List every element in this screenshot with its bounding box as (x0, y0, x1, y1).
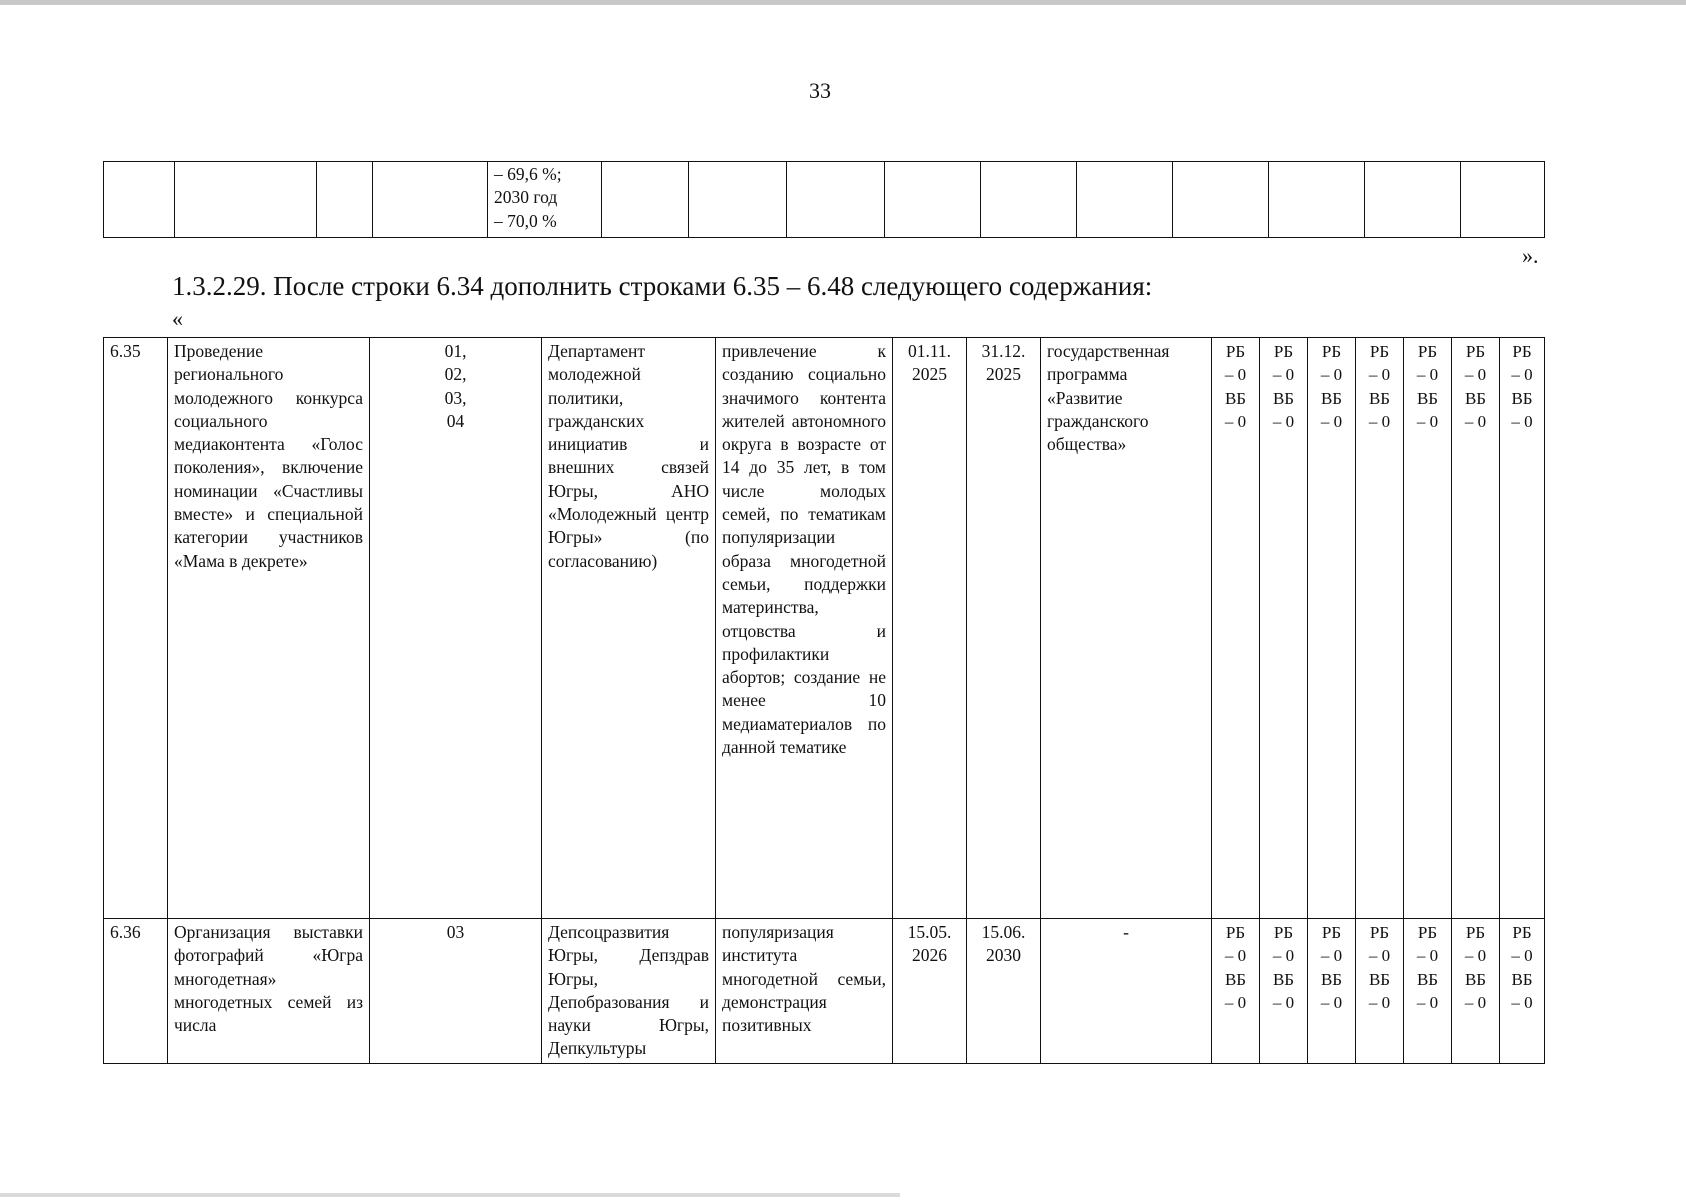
table-cell (689, 162, 787, 238)
fin-line: – 0 (1368, 365, 1391, 385)
measure-name: Организация выставки фотографий «Югра многодетная» многодетных семей из числа (168, 919, 370, 1064)
text-line: – 70,0 % (494, 210, 557, 231)
fin-line: ВБ (1368, 969, 1391, 989)
fin-line: – 0 (1511, 365, 1533, 385)
fin-line: РБ (1225, 342, 1246, 361)
fin-line: – 0 (1511, 946, 1533, 966)
finance-cell (1308, 338, 1356, 919)
scan-edge-top (0, 0, 1686, 5)
code-line: 01, (444, 341, 467, 361)
finance-cell (1404, 919, 1452, 1064)
fin-line: РБ (1273, 342, 1294, 361)
finance-cell (1356, 919, 1404, 1064)
finance-cell (1452, 919, 1500, 1064)
text-line: – 69,6 %; (494, 164, 562, 184)
fin-line: РБ (1369, 342, 1390, 361)
fin-line: РБ (1465, 342, 1486, 361)
fin-line: – 0 (1368, 992, 1391, 1012)
table-cell (981, 162, 1077, 238)
finance-cell (1212, 919, 1260, 1064)
row-number: 6.36 (104, 919, 168, 1064)
fin-line: ВБ (1368, 388, 1391, 408)
fin-line: – 0 (1368, 411, 1391, 431)
program: государственная программа «Развитие гражданского общества» (1041, 338, 1212, 919)
finance-cell (1308, 919, 1356, 1064)
table-cell (1461, 162, 1545, 238)
fin-line: РБ (1369, 923, 1390, 942)
table-cell (602, 162, 689, 238)
program: - (1041, 919, 1212, 1064)
code-line: 03, (444, 387, 467, 408)
measure-name: Проведение регионального молодежного конкурса социального медиаконтента «Голос поколения», включение номинации «Счастливы вместе» и специальной категории участников «Мама в декрете» (168, 338, 370, 919)
fin-line: ВБ (1272, 388, 1295, 408)
fin-line: ВБ (1272, 969, 1295, 989)
fin-line: – 0 (1416, 365, 1439, 385)
table-cell (885, 162, 981, 238)
executor: Депсоцразвития Югры, Депздрав Югры, Депобразования и науки Югры, Депкультуры (542, 919, 716, 1064)
fin-line: – 0 (1320, 411, 1343, 431)
fin-line: – 0 (1416, 992, 1439, 1012)
finance-cell (1260, 338, 1308, 919)
fin-line: – 0 (1224, 411, 1247, 431)
fin-line: РБ (1465, 923, 1486, 942)
table-cell (104, 162, 175, 238)
fin-line: ВБ (1224, 969, 1247, 989)
finance-cell (1452, 338, 1500, 919)
row-number: 6.35 (104, 338, 168, 919)
closing-quote: ». (1522, 243, 1539, 268)
finance-cell (1404, 338, 1452, 919)
fin-line: РБ (1321, 923, 1342, 942)
opening-quote: « (172, 306, 183, 331)
fin-line: РБ (1321, 342, 1342, 361)
fin-line: – 0 (1272, 946, 1295, 966)
finance-cell (1500, 919, 1545, 1064)
fin-line: ВБ (1320, 969, 1343, 989)
table-cell (1269, 162, 1365, 238)
continuation-table (103, 161, 1545, 238)
executor: Департамент молодежной политики, гражданских инициатив и внешних связей Югры, АНО «Молодежный центр Югры» (по согласованию) (542, 338, 716, 919)
finance-cell (1356, 338, 1404, 919)
end-date (967, 919, 1041, 1064)
fin-line: – 0 (1511, 992, 1533, 1012)
fin-line: РБ (1512, 923, 1532, 942)
start-date (893, 338, 967, 919)
fin-line: – 0 (1320, 946, 1343, 966)
fin-line: – 0 (1416, 946, 1439, 966)
table-cell (1173, 162, 1269, 238)
table-cell (787, 162, 885, 238)
instruction-heading: 1.3.2.29. После строки 6.34 дополнить строками 6.35 – 6.48 следующего содержания: (172, 271, 1153, 301)
scan-edge-bottom (0, 1193, 900, 1197)
table-cell (373, 162, 488, 238)
date-line: 15.05. (907, 922, 952, 942)
code-line: 03 (446, 922, 465, 942)
fin-line: – 0 (1320, 992, 1343, 1012)
fin-line: – 0 (1511, 411, 1533, 431)
date-line: 2025 (986, 364, 1021, 385)
fin-line: – 0 (1224, 946, 1247, 966)
table-cell (175, 162, 317, 238)
expected-result: привлечение к созданию социально значимого контента жителей автономного округа в возрасте от 14 до 35 лет, в том числе молодых семей, по тематикам популяризации образа многодетной семьи, поддержки материнства, отцовства и профилактики абортов; создание не менее 10 медиаматериалов по данной тематике (716, 338, 893, 919)
end-date (967, 338, 1041, 919)
date-line: 2026 (912, 945, 947, 966)
finance-cell (1260, 919, 1308, 1064)
fin-line: – 0 (1320, 365, 1343, 385)
code-line: 02, (444, 364, 467, 385)
fin-line: – 0 (1224, 365, 1247, 385)
table-row (104, 919, 1545, 1064)
table-cell (1077, 162, 1173, 238)
fin-line: – 0 (1272, 992, 1295, 1012)
fin-line: – 0 (1464, 365, 1487, 385)
finance-cell (1212, 338, 1260, 919)
date-line: 2030 (986, 945, 1021, 966)
fin-line: РБ (1417, 342, 1438, 361)
table-cell (317, 162, 373, 238)
date-line: 01.11. (907, 341, 952, 361)
fin-line: ВБ (1416, 388, 1439, 408)
fin-line: ВБ (1224, 388, 1247, 408)
finance-cell (1500, 338, 1545, 919)
fin-line: – 0 (1464, 992, 1487, 1012)
fin-line: – 0 (1464, 411, 1487, 431)
date-line: 31.12. (981, 341, 1026, 361)
fin-line: – 0 (1272, 365, 1295, 385)
table-cell (1365, 162, 1461, 238)
start-date (893, 919, 967, 1064)
fin-line: ВБ (1416, 969, 1439, 989)
fin-line: РБ (1225, 923, 1246, 942)
fin-line: РБ (1512, 342, 1532, 361)
fin-line: ВБ (1464, 969, 1487, 989)
fin-line: – 0 (1464, 946, 1487, 966)
fin-line: ВБ (1511, 388, 1533, 408)
codes-cell (370, 338, 542, 919)
table-row (104, 338, 1545, 919)
fin-line: – 0 (1272, 411, 1295, 431)
text-line: 2030 год (494, 187, 558, 208)
fin-line: РБ (1417, 923, 1438, 942)
date-line: 15.06. (981, 922, 1026, 942)
fin-line: – 0 (1368, 946, 1391, 966)
indicator-values-cell (488, 162, 602, 238)
fin-line: РБ (1273, 923, 1294, 942)
code-line: 04 (446, 410, 465, 431)
fin-line: ВБ (1320, 388, 1343, 408)
fin-line: ВБ (1511, 969, 1533, 989)
page-number: 33 (809, 78, 831, 103)
fin-line: – 0 (1416, 411, 1439, 431)
fin-line: – 0 (1224, 992, 1247, 1012)
expected-result: популяризация института многодетной семьи, демонстрация позитивных (716, 919, 893, 1064)
measures-table (103, 337, 1545, 1064)
codes-cell (370, 919, 542, 1064)
fin-line: ВБ (1464, 388, 1487, 408)
date-line: 2025 (912, 364, 947, 385)
